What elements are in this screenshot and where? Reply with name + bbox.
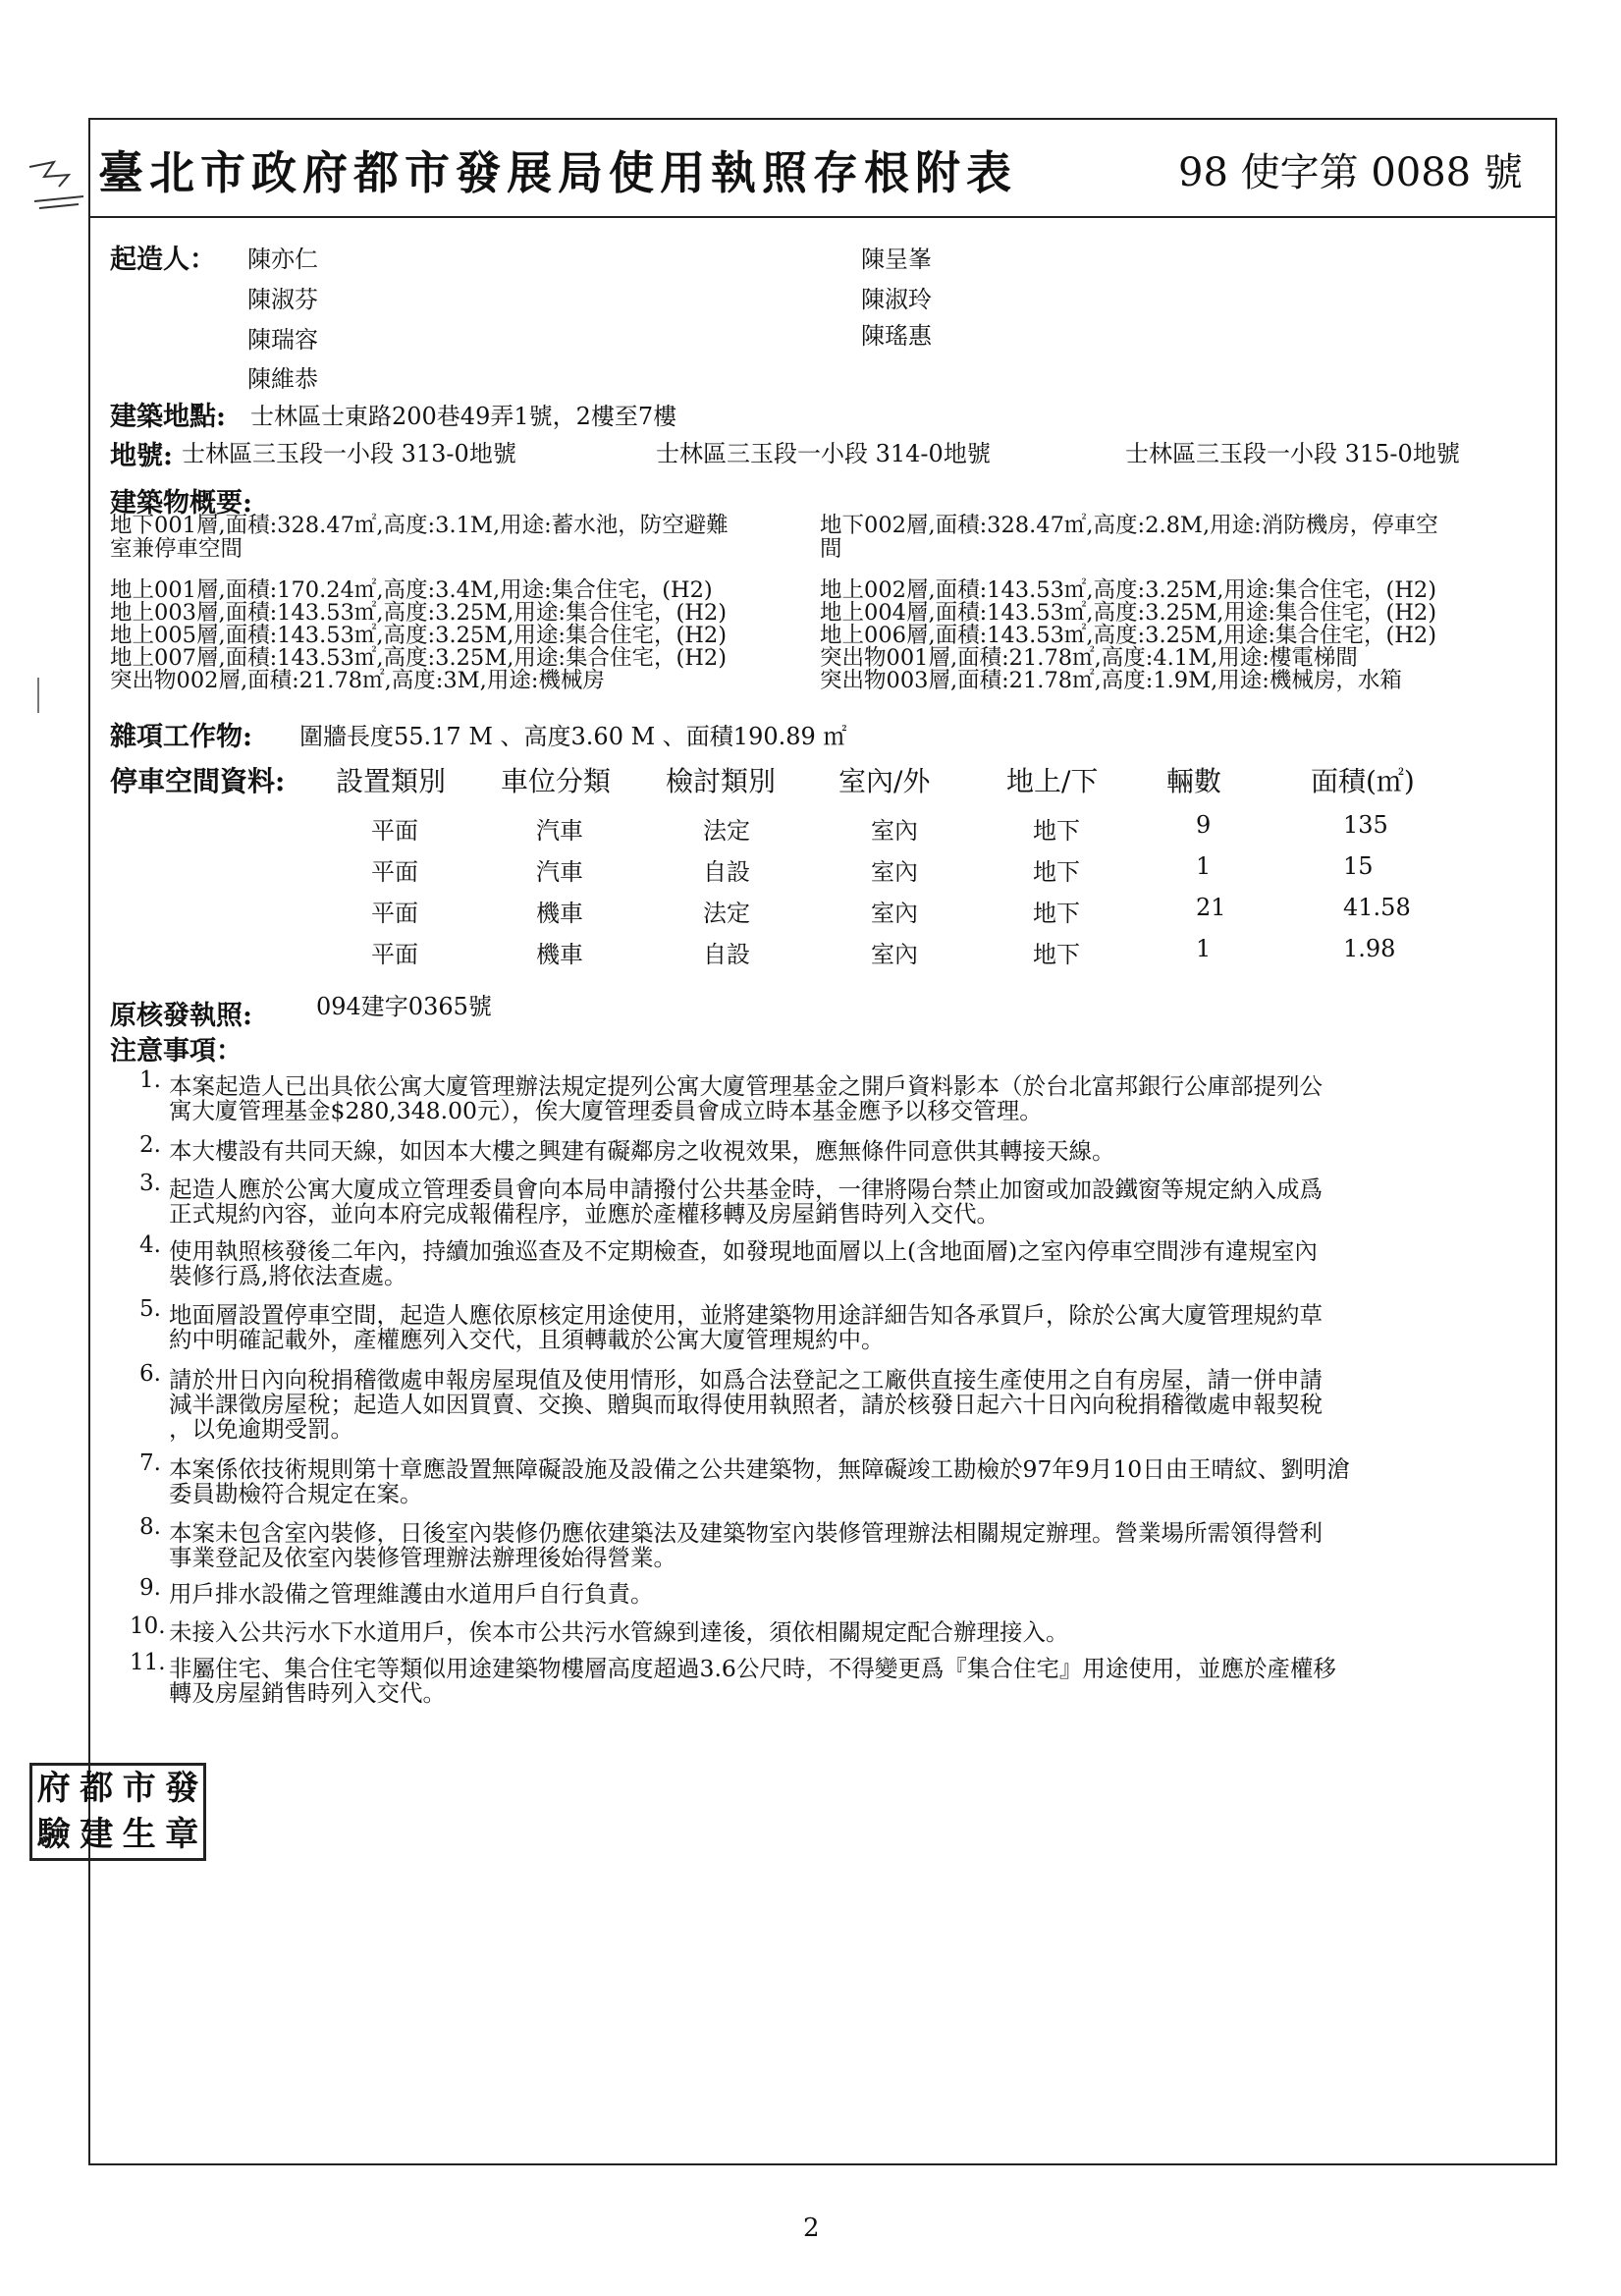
parking-header: 面積(㎡) [1311, 765, 1415, 797]
parking-cell: 21 [1196, 894, 1226, 921]
parking-cell: 法定 [703, 817, 750, 845]
floor-spec: 突出物001層,面積:21.78㎡,高度:4.1M,用途:樓電梯間 [820, 645, 1358, 671]
parking-cell: 地下 [1033, 817, 1080, 845]
note-text: 本案係依技術規則第十章應設置無障礙設施及設備之公共建築物，無障礙竣工勘檢於97年9月10日由王晴紋、劉明滄 [169, 1455, 1350, 1483]
site-address: 士林區士東路200巷49弄1號，2樓至7樓 [250, 403, 677, 430]
applicant-name: 陳亦仁 [247, 246, 318, 273]
parking-cell: 室內 [871, 858, 918, 886]
page-number: 2 [803, 2214, 820, 2243]
applicant-name: 陳瑤惠 [861, 322, 932, 350]
seal-char: 府 [36, 1769, 71, 1808]
applicants-label: 起造人： [110, 245, 216, 275]
floor-spec: 突出物003層,面積:21.78㎡,高度:1.9M,用途:機械房，水箱 [820, 668, 1402, 693]
note-text: 裝修行爲,將依法查處。 [169, 1262, 407, 1289]
lot-label: 地號: [110, 441, 173, 471]
site-label: 建築地點: [110, 402, 226, 432]
note-number: 2. [139, 1132, 161, 1158]
parking-cell: 室內 [871, 941, 918, 968]
seal-char: 章 [165, 1815, 199, 1854]
note-text: 起造人應於公寓大廈成立管理委員會向本局申請撥付公共基金時，一律將陽台禁止加窗或加設鐵窗等規定納入成爲 [169, 1175, 1323, 1203]
note-number: 10. [130, 1613, 166, 1639]
seal-char: 生 [122, 1815, 156, 1854]
floor-spec: 地下001層,面積:328.47㎡,高度:3.1M,用途:蓄水池，防空避難 [110, 513, 729, 538]
parking-cell: 地下 [1033, 941, 1080, 968]
floor-spec: 室兼停車空間 [110, 536, 243, 562]
parking-cell: 室內 [871, 900, 918, 927]
parking-cell: 1.98 [1343, 935, 1396, 962]
note-number: 4. [139, 1232, 161, 1258]
misc-value: 圍牆長度55.17 M 、高度3.60 M 、面積190.89 ㎡ [299, 723, 847, 750]
floor-spec: 地上001層,面積:170.24㎡,高度:3.4M,用途:集合住宅，(H2) [110, 577, 713, 603]
parking-cell: 平面 [371, 817, 418, 845]
parking-cell: 機車 [536, 941, 583, 968]
applicant-name: 陳瑞容 [247, 326, 318, 354]
parking-cell: 自設 [703, 858, 750, 886]
lot-number: 士林區三玉段一小段 315-0地號 [1125, 440, 1460, 467]
note-text: 委員勘檢符合規定在案。 [169, 1480, 423, 1507]
floor-spec: 地上002層,面積:143.53㎡,高度:3.25M,用途:集合住宅，(H2) [820, 577, 1437, 603]
parking-cell: 41.58 [1343, 894, 1411, 921]
parking-header: 地上/下 [1006, 765, 1099, 797]
parking-header: 室內/外 [838, 765, 931, 797]
note-number: 8. [139, 1514, 161, 1540]
header-divider [88, 216, 1557, 218]
seal-char: 市 [122, 1769, 156, 1808]
note-text: 轉及房屋銷售時列入交代。 [169, 1679, 446, 1707]
floor-spec: 地上003層,面積:143.53㎡,高度:3.25M,用途:集合住宅，(H2) [110, 600, 728, 626]
note-text: 本案起造人已出具依公寓大廈管理辦法規定提列公寓大廈管理基金之開戶資料影本（於台北富邦銀行公庫部提列公 [169, 1072, 1323, 1100]
lot-number: 士林區三玉段一小段 314-0地號 [656, 440, 991, 467]
floor-spec: 地上005層,面積:143.53㎡,高度:3.25M,用途:集合住宅，(H2) [110, 623, 728, 648]
parking-label: 停車空間資料: [110, 765, 286, 797]
note-text: 寓大廈管理基金$280,348.00元），俟大廈管理委員會成立時本基金應予以移交管理。 [169, 1097, 1043, 1124]
permit-number: 98 使字第 0088 號 [1178, 150, 1523, 195]
misc-label: 雜項工作物: [110, 722, 252, 752]
applicant-name: 陳淑玲 [861, 286, 932, 313]
parking-header: 車位分類 [501, 765, 612, 797]
parking-cell: 汽車 [536, 858, 583, 886]
parking-cell: 1 [1196, 935, 1212, 962]
parking-cell: 汽車 [536, 817, 583, 845]
parking-cell: 平面 [371, 858, 418, 886]
parking-cell: 法定 [703, 900, 750, 927]
floor-spec: 地上006層,面積:143.53㎡,高度:3.25M,用途:集合住宅，(H2) [820, 623, 1437, 648]
note-text: 約中明確記載外，產權應列入交代，且須轉載於公寓大廈管理規約中。 [169, 1326, 885, 1353]
original-permit-label: 原核發執照: [110, 1001, 252, 1031]
parking-cell: 15 [1343, 852, 1374, 880]
binding-mark [37, 678, 39, 713]
original-permit-value: 094建字0365號 [316, 993, 492, 1020]
floor-spec: 突出物002層,面積:21.78㎡,高度:3M,用途:機械房 [110, 668, 605, 693]
note-text: 請於卅日內向稅捐稽徵處申報房屋現值及使用情形，如爲合法登記之工廠供直接生產使用之自有房屋，請一併申請 [169, 1366, 1323, 1394]
parking-cell: 平面 [371, 941, 418, 968]
notes-label: 注意事項： [110, 1036, 243, 1066]
parking-cell: 平面 [371, 900, 418, 927]
note-text: 未接入公共污水下水道用戶，俟本市公共污水管線到達後，須依相關規定配合辦理接入。 [169, 1618, 1069, 1646]
parking-header: 檢討類別 [666, 765, 777, 797]
note-text: 事業登記及依室內裝修管理辦法辦理後始得營業。 [169, 1544, 676, 1571]
note-text: 非屬住宅、集合住宅等類似用途建築物樓層高度超過3.6公尺時，不得變更爲『集合住宅』用途使用，並應於產權移 [169, 1655, 1336, 1682]
parking-cell: 室內 [871, 817, 918, 845]
document-title: 臺北市政府都市發展局使用執照存根附表 [98, 146, 1017, 199]
floor-spec: 地上007層,面積:143.53㎡,高度:3.25M,用途:集合住宅，(H2) [110, 645, 728, 671]
parking-cell: 135 [1343, 811, 1388, 839]
note-text: 使用執照核發後二年內，持續加強巡查及不定期檢查，如發現地面層以上(含地面層)之室內停車空間涉有違規室內 [169, 1237, 1318, 1265]
floor-spec: 地上004層,面積:143.53㎡,高度:3.25M,用途:集合住宅，(H2) [820, 600, 1437, 626]
note-text: 減半課徵房屋稅；起造人如因買賣、交換、贈與而取得使用執照者，請於核發日起六十日內向稅捐稽徵處申報契稅 [169, 1391, 1323, 1418]
applicant-name: 陳維恭 [247, 365, 318, 393]
note-text: ，以免逾期受罰。 [169, 1415, 353, 1443]
seal-char: 都 [80, 1769, 114, 1808]
note-text: 用戶排水設備之管理維護由水道用戶自行負責。 [169, 1580, 654, 1608]
floor-spec: 地下002層,面積:328.47㎡,高度:2.8M,用途:消防機房，停車空 [820, 513, 1438, 538]
note-text: 地面層設置停車空間，起造人應依原核定用途使用，並將建築物用途詳細告知各承買戶，除於公寓大廈管理規約草 [169, 1301, 1323, 1329]
note-number: 5. [139, 1296, 161, 1322]
parking-header: 設置類別 [336, 765, 447, 797]
note-number: 7. [139, 1450, 161, 1476]
note-number: 1. [139, 1067, 161, 1093]
applicant-name: 陳呈峯 [861, 246, 932, 273]
note-number: 11. [130, 1650, 166, 1675]
note-text: 正式規約內容，並向本府完成報備程序，並應於產權移轉及房屋銷售時列入交代。 [169, 1200, 1000, 1228]
parking-cell: 自設 [703, 941, 750, 968]
parking-cell: 9 [1196, 811, 1212, 839]
note-text: 本大樓設有共同天線，如因本大樓之興建有礙鄰房之收視效果，應無條件同意供其轉接天線。 [169, 1137, 1115, 1165]
parking-cell: 地下 [1033, 900, 1080, 927]
note-number: 9. [139, 1575, 161, 1601]
parking-cell: 機車 [536, 900, 583, 927]
parking-cell: 1 [1196, 852, 1212, 880]
note-text: 本案未包含室內裝修，日後室內裝修仍應依建築法及建築物室內裝修管理辦法相關規定辦理。營業場所需領得營利 [169, 1519, 1323, 1547]
margin-scribble [25, 147, 93, 226]
overview-label: 建築物概要: [110, 488, 252, 519]
seal-char: 發 [165, 1769, 199, 1808]
floor-spec: 間 [820, 536, 842, 562]
applicant-name: 陳淑芬 [247, 286, 318, 313]
official-seal [29, 1763, 206, 1861]
seal-char: 建 [80, 1815, 114, 1854]
parking-cell: 地下 [1033, 858, 1080, 886]
note-number: 3. [139, 1171, 161, 1196]
lot-number: 士林區三玉段一小段 313-0地號 [182, 440, 516, 467]
note-number: 6. [139, 1361, 161, 1387]
seal-char: 驗 [36, 1815, 71, 1854]
parking-header: 輛數 [1166, 765, 1222, 797]
